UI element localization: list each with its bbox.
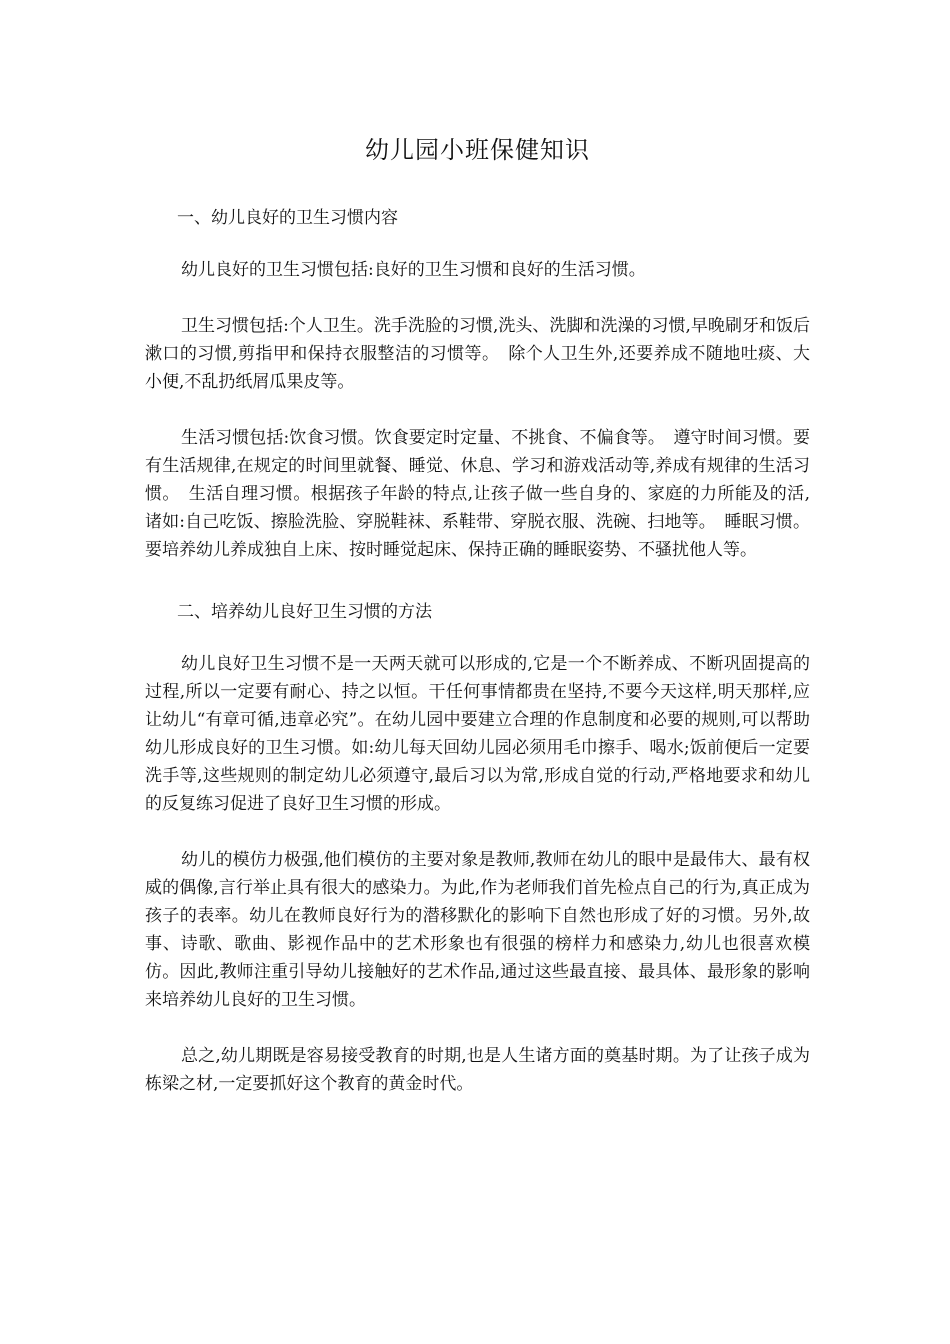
document-body	[145, 130, 810, 1098]
section-1-heading: 一、幼儿良好的卫生习惯内容	[177, 208, 398, 228]
section-2-paragraph-3: 总之,幼儿期既是容易接受教育的时期,也是人生诸方面的奠基时期。为了让孩子成为栋梁之材,一定要抓好这个教育的黄金时代。	[145, 1046, 810, 1094]
section-2-paragraph-2: 幼儿的模仿力极强,他们模仿的主要对象是教师,教师在幼儿的眼中是最伟大、最有权威的偶像,言行举止具有很大的感染力。为此,作为老师我们首先检点自己的行为,真正成为孩子的表率。幼儿在教师良好行为的潜移默化的影响下自然也形成了好的习惯。另外,故事、诗歌、歌曲、影视作品中的艺术形象也有很强的榜样力和感染力,幼儿也很喜欢模仿。因此,教师注重引导幼儿接触好的艺术作品,通过这些最直接、最具体、最形象的影响来培养幼儿良好的卫生习惯。	[145, 850, 810, 1010]
document-title: 幼儿园小班保健知识	[365, 136, 590, 164]
section-2-heading: 二、培养幼儿良好卫生习惯的方法	[177, 602, 432, 622]
section-2-paragraph-1: 幼儿良好卫生习惯不是一天两天就可以形成的,它是一个不断养成、不断巩固提高的过程,所以一定要有耐心、持之以恒。干任何事情都贵在坚持,不要今天这样,明天那样,应让幼儿“有章可循,违章必究”。在幼儿园中要建立合理的作息制度和必要的规则,可以帮助幼儿形成良好的卫生习惯。如:幼儿每天回幼儿园必须用毛巾擦手、喝水;饭前便后一定要洗手等,这些规则的制定幼儿必须遵守,最后习以为常,形成自觉的行动,严格地要求和幼儿的反复练习促进了良好卫生习惯的形成。	[145, 654, 810, 814]
section-1-paragraph-2: 卫生习惯包括:个人卫生。洗手洗脸的习惯,洗头、洗脚和洗澡的习惯,早晚刷牙和饭后漱口的习惯,剪指甲和保持衣服整洁的习惯等。 除个人卫生外,还要养成不随地吐痰、大小便,不乱扔纸屑瓜果皮等。	[145, 316, 810, 392]
section-1-paragraph-1: 幼儿良好的卫生习惯包括:良好的卫生习惯和良好的生活习惯。	[181, 260, 646, 280]
section-1-paragraph-3: 生活习惯包括:饮食习惯。饮食要定时定量、不挑食、不偏食等。 遵守时间习惯。要有生活规律,在规定的时间里就餐、睡觉、休息、学习和游戏活动等,养成有规律的生活习惯。 生活自理习惯。根据孩子年龄的特点,让孩子做一些自身的、家庭的力所能及的活,诸如:自己吃饭、擦脸洗脸、穿脱鞋袜、系鞋带、穿脱衣服、洗碗、扫地等。 睡眠习惯。要培养幼儿养成独自上床、按时睡觉起床、保持正确的睡眠姿势、不骚扰他人等。	[145, 428, 810, 560]
